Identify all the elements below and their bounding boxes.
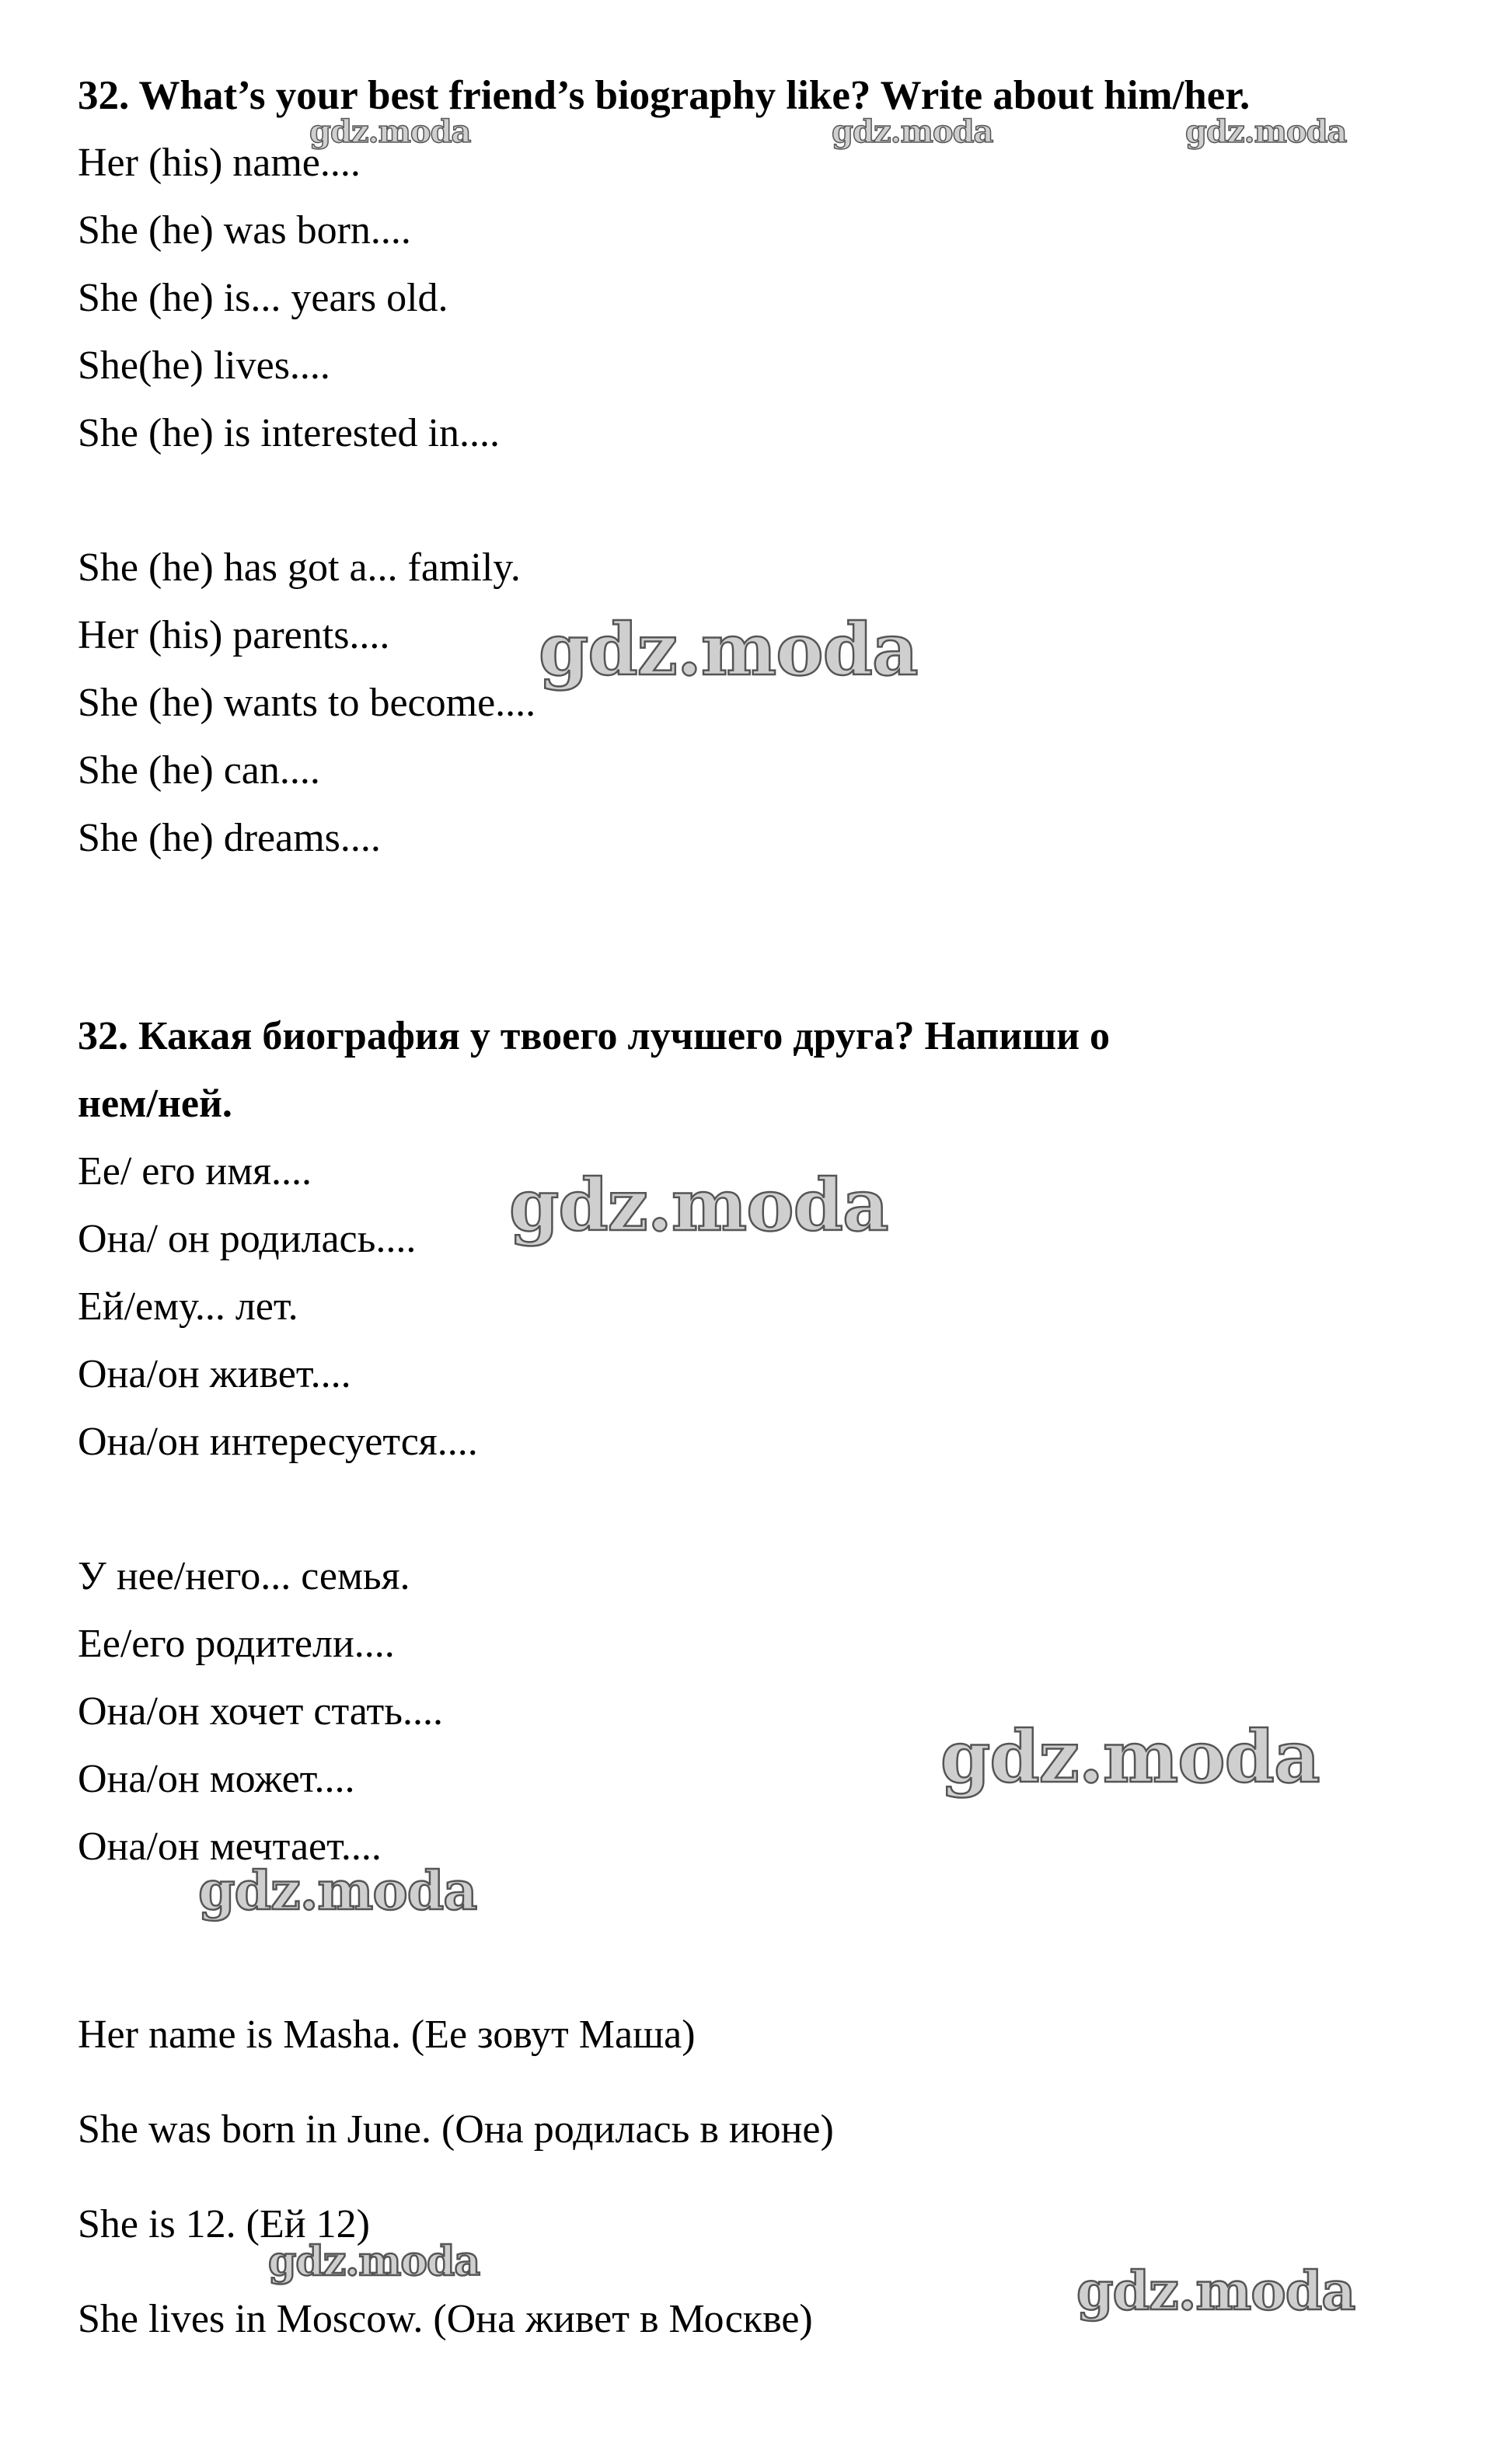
russian-line: Она/он живет....: [78, 1352, 351, 1396]
russian-line: Она/ он родилась....: [78, 1217, 417, 1261]
english-line: She (he) can....: [78, 748, 320, 793]
english-line: Her (his) name....: [78, 141, 361, 185]
russian-line: Она/он мечтает....: [78, 1824, 382, 1869]
russian-line: Она/он хочет стать....: [78, 1689, 443, 1734]
watermark: gdz.moda: [1076, 2260, 1355, 2323]
russian-heading-continued: нем/ней.: [78, 1082, 232, 1126]
russian-line: Она/он интересуется....: [78, 1420, 478, 1464]
watermark: gdz.moda: [509, 1163, 888, 1247]
english-line: She(he) lives....: [78, 343, 330, 388]
answer-line: She is 12. (Ей 12): [78, 2202, 370, 2246]
watermark: gdz.moda: [198, 1860, 477, 1922]
english-line: She (he) dreams....: [78, 816, 381, 860]
russian-heading: 32. Какая биография у твоего лучшего друга? Напиши о: [78, 1014, 1111, 1058]
watermark: gdz.moda: [832, 113, 993, 150]
russian-line: У нее/него... семья.: [78, 1554, 410, 1598]
russian-line: Она/он может....: [78, 1757, 355, 1801]
watermark: gdz.moda: [539, 608, 918, 692]
answer-line: Her name is Masha. (Ее зовут Маша): [78, 2013, 696, 2057]
english-line: She (he) is interested in....: [78, 411, 500, 455]
answer-line: She was born in June. (Она родилась в июне): [78, 2107, 834, 2152]
english-line: She (he) has got a... family.: [78, 545, 521, 590]
russian-line: Ее/ его имя....: [78, 1149, 312, 1194]
russian-line: Ей/ему... лет.: [78, 1284, 298, 1329]
english-line: She (he) was born....: [78, 208, 411, 253]
english-line: She (he) is... years old.: [78, 276, 448, 320]
watermark: gdz.moda: [1185, 113, 1347, 150]
watermark: gdz.moda: [309, 113, 471, 150]
answer-line: She lives in Moscow. (Она живет в Москве): [78, 2297, 813, 2341]
watermark: gdz.moda: [268, 2238, 480, 2285]
english-line: She (he) wants to become....: [78, 681, 536, 725]
russian-line: Ее/его родители....: [78, 1622, 395, 1666]
english-line: Her (his) parents....: [78, 613, 390, 657]
english-heading: 32. What’s your best friend’s biography like? Write about him/her.: [78, 73, 1251, 118]
watermark: gdz.moda: [940, 1715, 1320, 1799]
